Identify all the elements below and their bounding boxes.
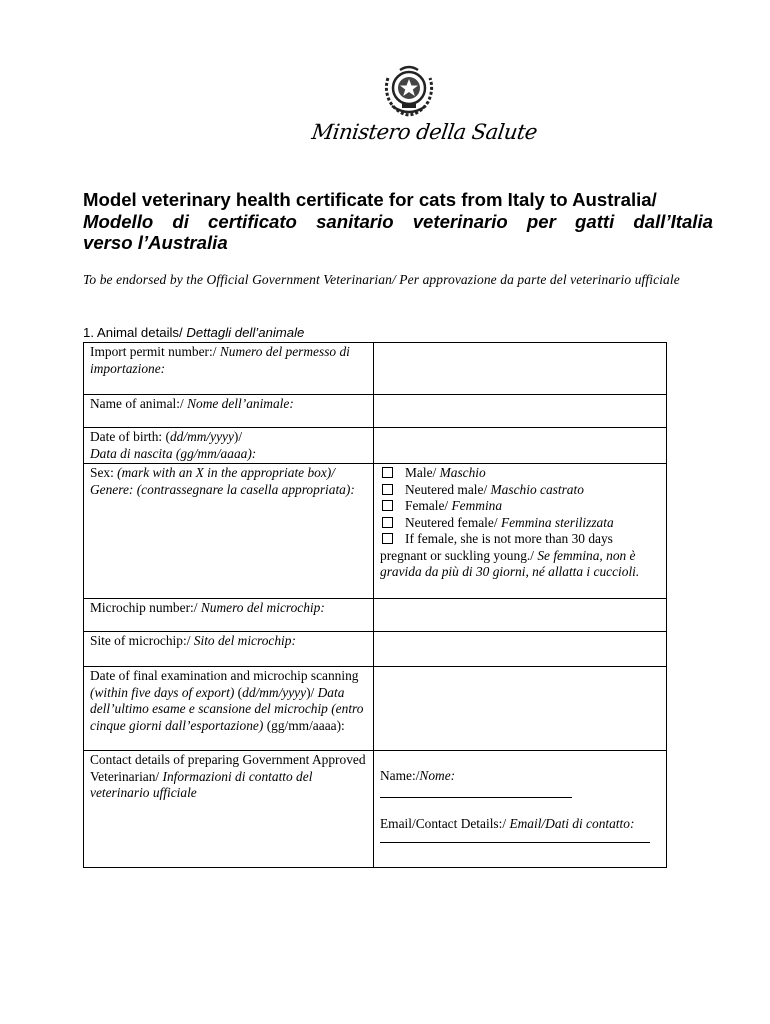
veterinarian-contact-label: Contact details of preparing Government Approved Veterinarian/ Informazioni di contatto del veterinario ufficiale xyxy=(84,751,374,868)
endorsement-note: To be endorsed by the Official Government Veterinarian/ Per approvazione da parte del veterinario ufficiale xyxy=(83,272,680,287)
vet-email-line[interactable] xyxy=(380,832,650,843)
table-row xyxy=(84,343,667,395)
table-row xyxy=(84,395,667,428)
animal-name-label: Name of animal:/ Nome dell’animale: xyxy=(84,395,374,428)
checkbox[interactable] xyxy=(382,467,393,478)
checkbox[interactable] xyxy=(382,500,393,511)
microchip-number-field[interactable] xyxy=(374,599,667,632)
final-exam-field[interactable] xyxy=(374,667,667,751)
final-exam-label: Date of final examination and microchip scanning (within five days of export) (dd/mm/yyyy)/ Data dell’ultimo esame e scansione del microchip (entro cinque giorni dall’esportazione) (gg/mm/aaaa): xyxy=(84,667,374,751)
sex-options xyxy=(374,464,667,599)
vet-name-field[interactable]: Name:/Nome: xyxy=(380,768,456,783)
sex-label: Sex: (mark with an X in the appropriate box)/ Genere: (contrassegnare la casella appropriata): xyxy=(84,464,374,599)
table-row xyxy=(84,632,667,667)
section-heading: 1. Animal details/ Dettagli dell’animale xyxy=(83,325,305,340)
animal-name-field[interactable] xyxy=(374,395,667,428)
document-title xyxy=(83,189,713,254)
sex-option-neutered-female[interactable]: Neutered female/ Femmina sterilizzata xyxy=(380,515,662,532)
table-row xyxy=(84,667,667,751)
microchip-site-field[interactable] xyxy=(374,632,667,667)
checkbox[interactable] xyxy=(382,484,393,495)
microchip-number-label: Microchip number:/ Numero del microchip: xyxy=(84,599,374,632)
vet-email-field[interactable]: Email/Contact Details:/ Email/Dati di contatto: xyxy=(380,815,635,831)
checkbox[interactable] xyxy=(382,533,393,544)
checkbox[interactable] xyxy=(382,517,393,528)
date-of-birth-field[interactable] xyxy=(374,428,667,464)
sex-option-female[interactable]: Female/ Femmina xyxy=(380,498,662,515)
table-row xyxy=(84,751,667,868)
pregnancy-statement[interactable]: If female, she is not more than 30 days pregnant or suckling young./ Se femmina, non è gravida da più di 30 giorni, né allatta i cuccioli. xyxy=(380,531,640,579)
import-permit-field[interactable] xyxy=(374,343,667,395)
republic-emblem-icon xyxy=(380,60,438,118)
title-english: Model veterinary health certificate for cats from Italy to Australia/ xyxy=(83,189,657,210)
table-row xyxy=(84,464,667,599)
microchip-site-label: Site of microchip:/ Sito del microchip: xyxy=(84,632,374,667)
animal-details-table xyxy=(83,342,667,868)
table-row xyxy=(84,428,667,464)
ministry-logotype: Ministero della Salute xyxy=(310,120,539,144)
table-row xyxy=(84,599,667,632)
vet-name-line[interactable] xyxy=(380,785,572,798)
title-italian-line2: verso l’Australia xyxy=(83,232,228,253)
title-italian-line1: Modello di certificato sanitario veterinario per gatti dall’Italia xyxy=(83,210,713,232)
veterinarian-contact-field xyxy=(374,751,667,868)
sex-option-male[interactable]: Male/ Maschio xyxy=(380,465,662,482)
import-permit-label: Import permit number:/ Numero del permesso di importazione: xyxy=(84,343,374,395)
date-of-birth-label: Date of birth: (dd/mm/yyyy)/ Data di nascita (gg/mm/aaaa): xyxy=(84,428,374,464)
sex-option-neutered-male[interactable]: Neutered male/ Maschio castrato xyxy=(380,482,662,499)
